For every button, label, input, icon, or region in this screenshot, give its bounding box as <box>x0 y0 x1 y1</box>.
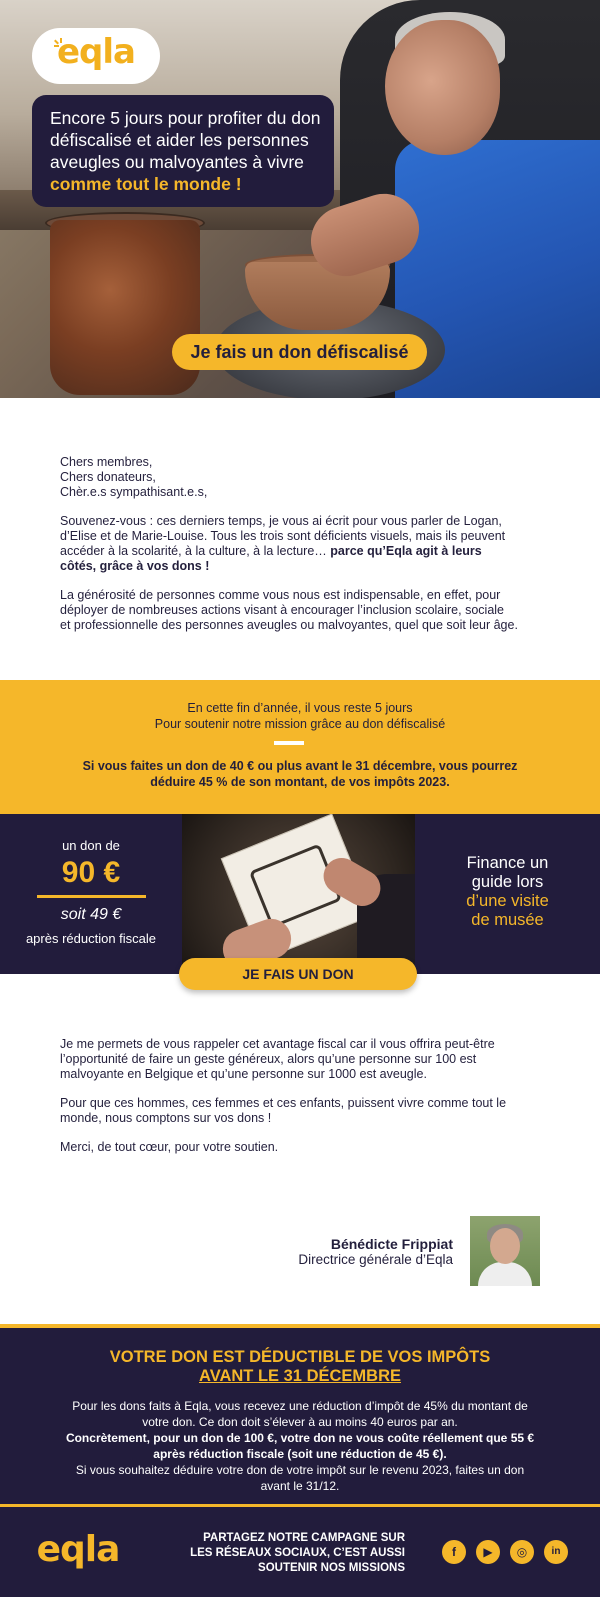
reminder-bold-line: déduire 45 % de son montant, de vos impôts 2023. <box>150 775 450 789</box>
reminder-line: Pour soutenir notre mission grâce au don défiscalisé <box>154 717 446 731</box>
paragraph-line: et professionnelle des personnes aveugles ou malvoyantes, quel que soit leur âge. <box>60 618 518 632</box>
eqla-logo[interactable] <box>32 28 160 84</box>
tax-line: votre don. Ce don doit s’élever à au moins 40 euros par an. <box>142 1415 458 1429</box>
paragraph-line <box>60 544 540 559</box>
greeting: Chèr.e.s sympathisant.e.s, <box>60 485 208 499</box>
footer-eqla-logo[interactable] <box>28 1529 128 1577</box>
share-line: LES RÉSEAUX SOCIAUX, C’EST AUSSI <box>190 1547 405 1559</box>
donation-amount: 90 € <box>61 856 121 889</box>
portrait-face <box>490 1228 520 1264</box>
youtube-icon[interactable]: ▶ <box>476 1540 500 1564</box>
greeting: Chers membres, <box>60 455 153 469</box>
donation-net: soit 49 € <box>60 906 122 923</box>
donate-button[interactable]: JE FAIS UN DON <box>179 958 417 990</box>
tax-line: avant le 31/12. <box>260 1479 340 1493</box>
paragraph-line: d’Elise et de Marie-Louise. Tous les trois sont déficients visuels, mais ils peuvent <box>60 529 506 543</box>
greeting: Chers donateurs, <box>60 470 156 484</box>
impact-accent: d’une visite <box>466 892 549 910</box>
hero-photo-head <box>385 20 500 155</box>
footer-logo-text: eqla <box>36 1529 120 1570</box>
museum-guide-photo <box>182 814 415 974</box>
tax-info-section <box>0 1324 600 1504</box>
paragraph-line: Merci, de tout cœur, pour votre soutien. <box>60 1140 279 1154</box>
hero-line: défiscalisé et aider les personnes <box>50 130 309 150</box>
paragraph-text: accéder à la scolarité, à la culture, à la lecture… <box>60 544 331 558</box>
hero-banner <box>0 0 600 398</box>
letter-body <box>60 455 540 647</box>
paragraph-line: malvoyante en Belgique et qu’une personne sur 1000 est aveugle. <box>60 1067 427 1081</box>
paragraph-line: Je me permets de vous rappeler cet avantage fiscal car il vous offrira peut-être <box>60 1037 495 1051</box>
hero-photo-bucket <box>50 220 200 395</box>
paragraph-line: La générosité de personnes comme vous nous est indispensable, en effet, pour <box>60 588 501 602</box>
tax-line: Si vous souhaitez déduire votre don de votre impôt sur le revenu 2023, faites un don <box>75 1463 525 1477</box>
tax-bold-line: après réduction fiscale (soit une réduction de 45 €). <box>153 1447 447 1461</box>
paragraph-bold: côtés, grâce à vos dons ! <box>60 559 210 573</box>
letter-paragraph <box>60 1140 540 1155</box>
paragraph-line: Pour que ces hommes, ces femmes et ces enfants, puissent vivre comme tout le <box>60 1096 507 1110</box>
donation-amount-panel <box>0 814 182 974</box>
paragraph-line: Souvenez-vous : ces derniers temps, je vous ai écrit pour vous parler de Logan, <box>60 514 502 528</box>
tax-deadline-link[interactable]: AVANT LE 31 DÉCEMBRE <box>199 1367 401 1385</box>
letter-paragraph <box>60 1037 540 1082</box>
donation-prefix: un don de <box>62 838 120 853</box>
impact-accent: de musée <box>471 911 544 929</box>
reminder-line: En cette fin d’année, il vous reste 5 jours <box>187 701 413 715</box>
letter-paragraph <box>60 514 540 574</box>
paragraph-line: l’opportunité de faire un geste généreux, alors qu’une personne sur 100 est <box>60 1052 477 1066</box>
tax-title: VOTRE DON EST DÉDUCTIBLE DE VOS IMPÔTS <box>109 1348 491 1366</box>
portrait-body <box>478 1262 532 1286</box>
letter-body-continued <box>60 1037 540 1169</box>
signature-name: Bénédicte Frippiat <box>330 1236 453 1252</box>
tax-bold-line: Concrètement, pour un don de 100 €, votre don ne vous coûte réellement que 55 € <box>65 1431 535 1445</box>
amount-underline <box>37 895 146 898</box>
share-line: PARTAGEZ NOTRE CAMPAGNE SUR <box>203 1532 405 1544</box>
share-line: SOUTENIR NOS MISSIONS <box>258 1562 405 1574</box>
impact-line: guide lors <box>471 873 544 891</box>
reminder-bold-line: Si vous faites un don de 40 € ou plus avant le 31 décembre, vous pourrez <box>82 759 518 773</box>
share-message <box>165 1531 405 1576</box>
divider <box>274 741 304 745</box>
donation-band <box>0 814 600 974</box>
signature-portrait <box>470 1216 540 1286</box>
footer <box>0 1507 600 1597</box>
letter-paragraph <box>60 588 540 633</box>
tax-line: Pour les dons faits à Eqla, vous recevez une réduction d’impôt de 45% du montant de <box>72 1399 528 1413</box>
paragraph-line: déployer de nombreuses actions visant à encourager l’inclusion scolaire, sociale <box>60 603 504 617</box>
instagram-icon[interactable]: ◎ <box>510 1540 534 1564</box>
hero-line: aveugles ou malvoyantes à vivre <box>50 152 304 172</box>
paragraph-line: monde, nous comptons sur vos dons ! <box>60 1111 272 1125</box>
linkedin-icon[interactable]: in <box>544 1540 568 1564</box>
greeting-block <box>60 455 540 500</box>
hero-message-box <box>32 95 334 207</box>
hero-donate-button[interactable]: Je fais un don défiscalisé <box>172 334 427 370</box>
reminder-band <box>0 680 600 814</box>
letter-paragraph <box>60 1096 540 1126</box>
donation-after: après réduction fiscale <box>25 931 157 946</box>
facebook-icon[interactable]: f <box>442 1540 466 1564</box>
impact-line: Finance un <box>466 854 549 872</box>
signature-role: Directrice générale d’Eqla <box>298 1252 453 1267</box>
logo-text: eqla <box>57 32 135 72</box>
hero-line: Encore 5 jours pour profiter du don <box>50 108 321 128</box>
donation-impact <box>415 854 600 930</box>
hero-accent: comme tout le monde ! <box>50 174 242 194</box>
paragraph-bold: parce qu’Eqla agit à leurs <box>330 544 482 558</box>
